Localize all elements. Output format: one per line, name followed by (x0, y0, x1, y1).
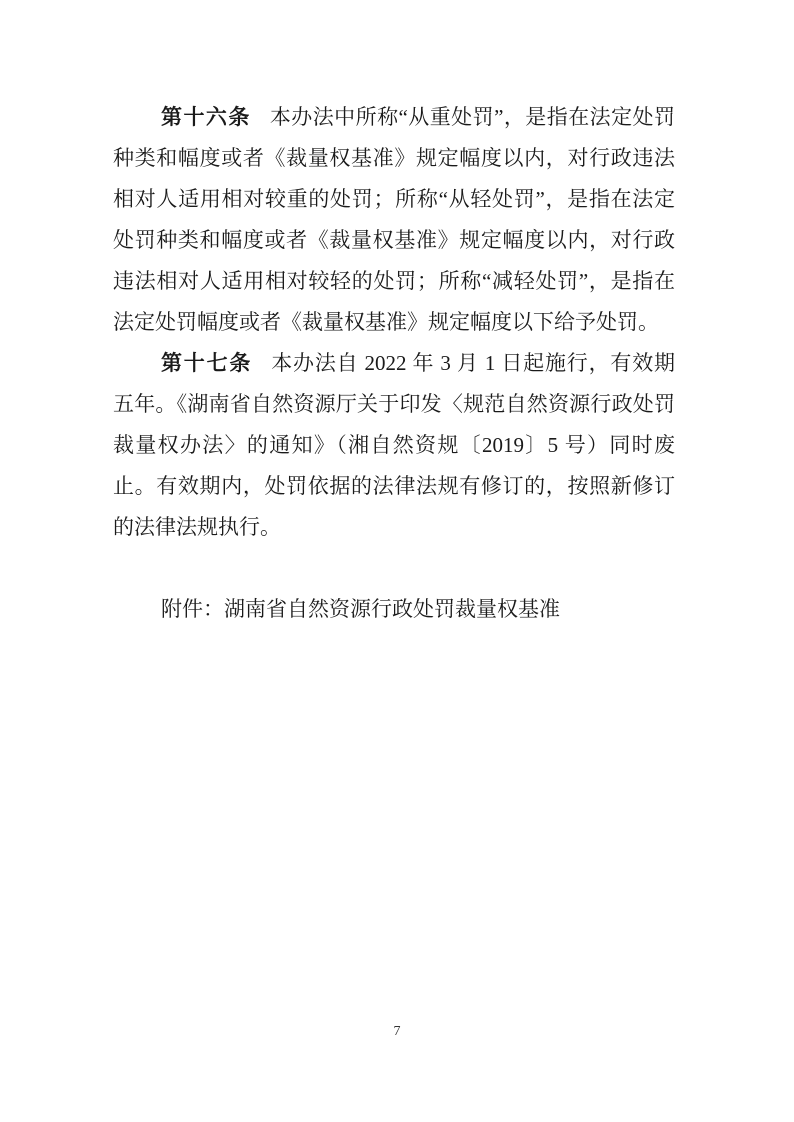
article-16-number: 第十六条 (161, 105, 251, 129)
page-number: 7 (393, 1024, 401, 1039)
article-16-text: 本办法中所称“从重处罚”，是指在法定处罚种类和幅度或者《裁量权基准》规定幅度以内，对行政违法相对人适用相对较重的处罚；所称“从轻处罚”，是指在法定处罚种类和幅度或者《裁量权基准》规定幅度以内，对行政违法相对人适用相对较轻的处罚；所称“减轻处罚”，是指在法定处罚幅度或者《裁量权基准》规定幅度以下给予处罚。 (113, 105, 676, 334)
attachment-line: 附件：湖南省自然资源行政处罚裁量权基准 (161, 597, 560, 621)
article-17-number: 第十七条 (161, 351, 253, 375)
article-17-paragraph (113, 343, 675, 548)
document-content (113, 97, 675, 630)
article-16-paragraph (113, 97, 675, 343)
article-17-text: 本办法自 2022 年 3 月 1 日起施行，有效期五年。《湖南省自然资源厅关于印发〈规范自然资源行政处罚裁量权办法〉的通知》（湘自然资规〔2019〕5 号）同时废止。有效期内，处罚依据的法律法规有修订的，按照新修订的法律法规执行。 (113, 351, 676, 539)
